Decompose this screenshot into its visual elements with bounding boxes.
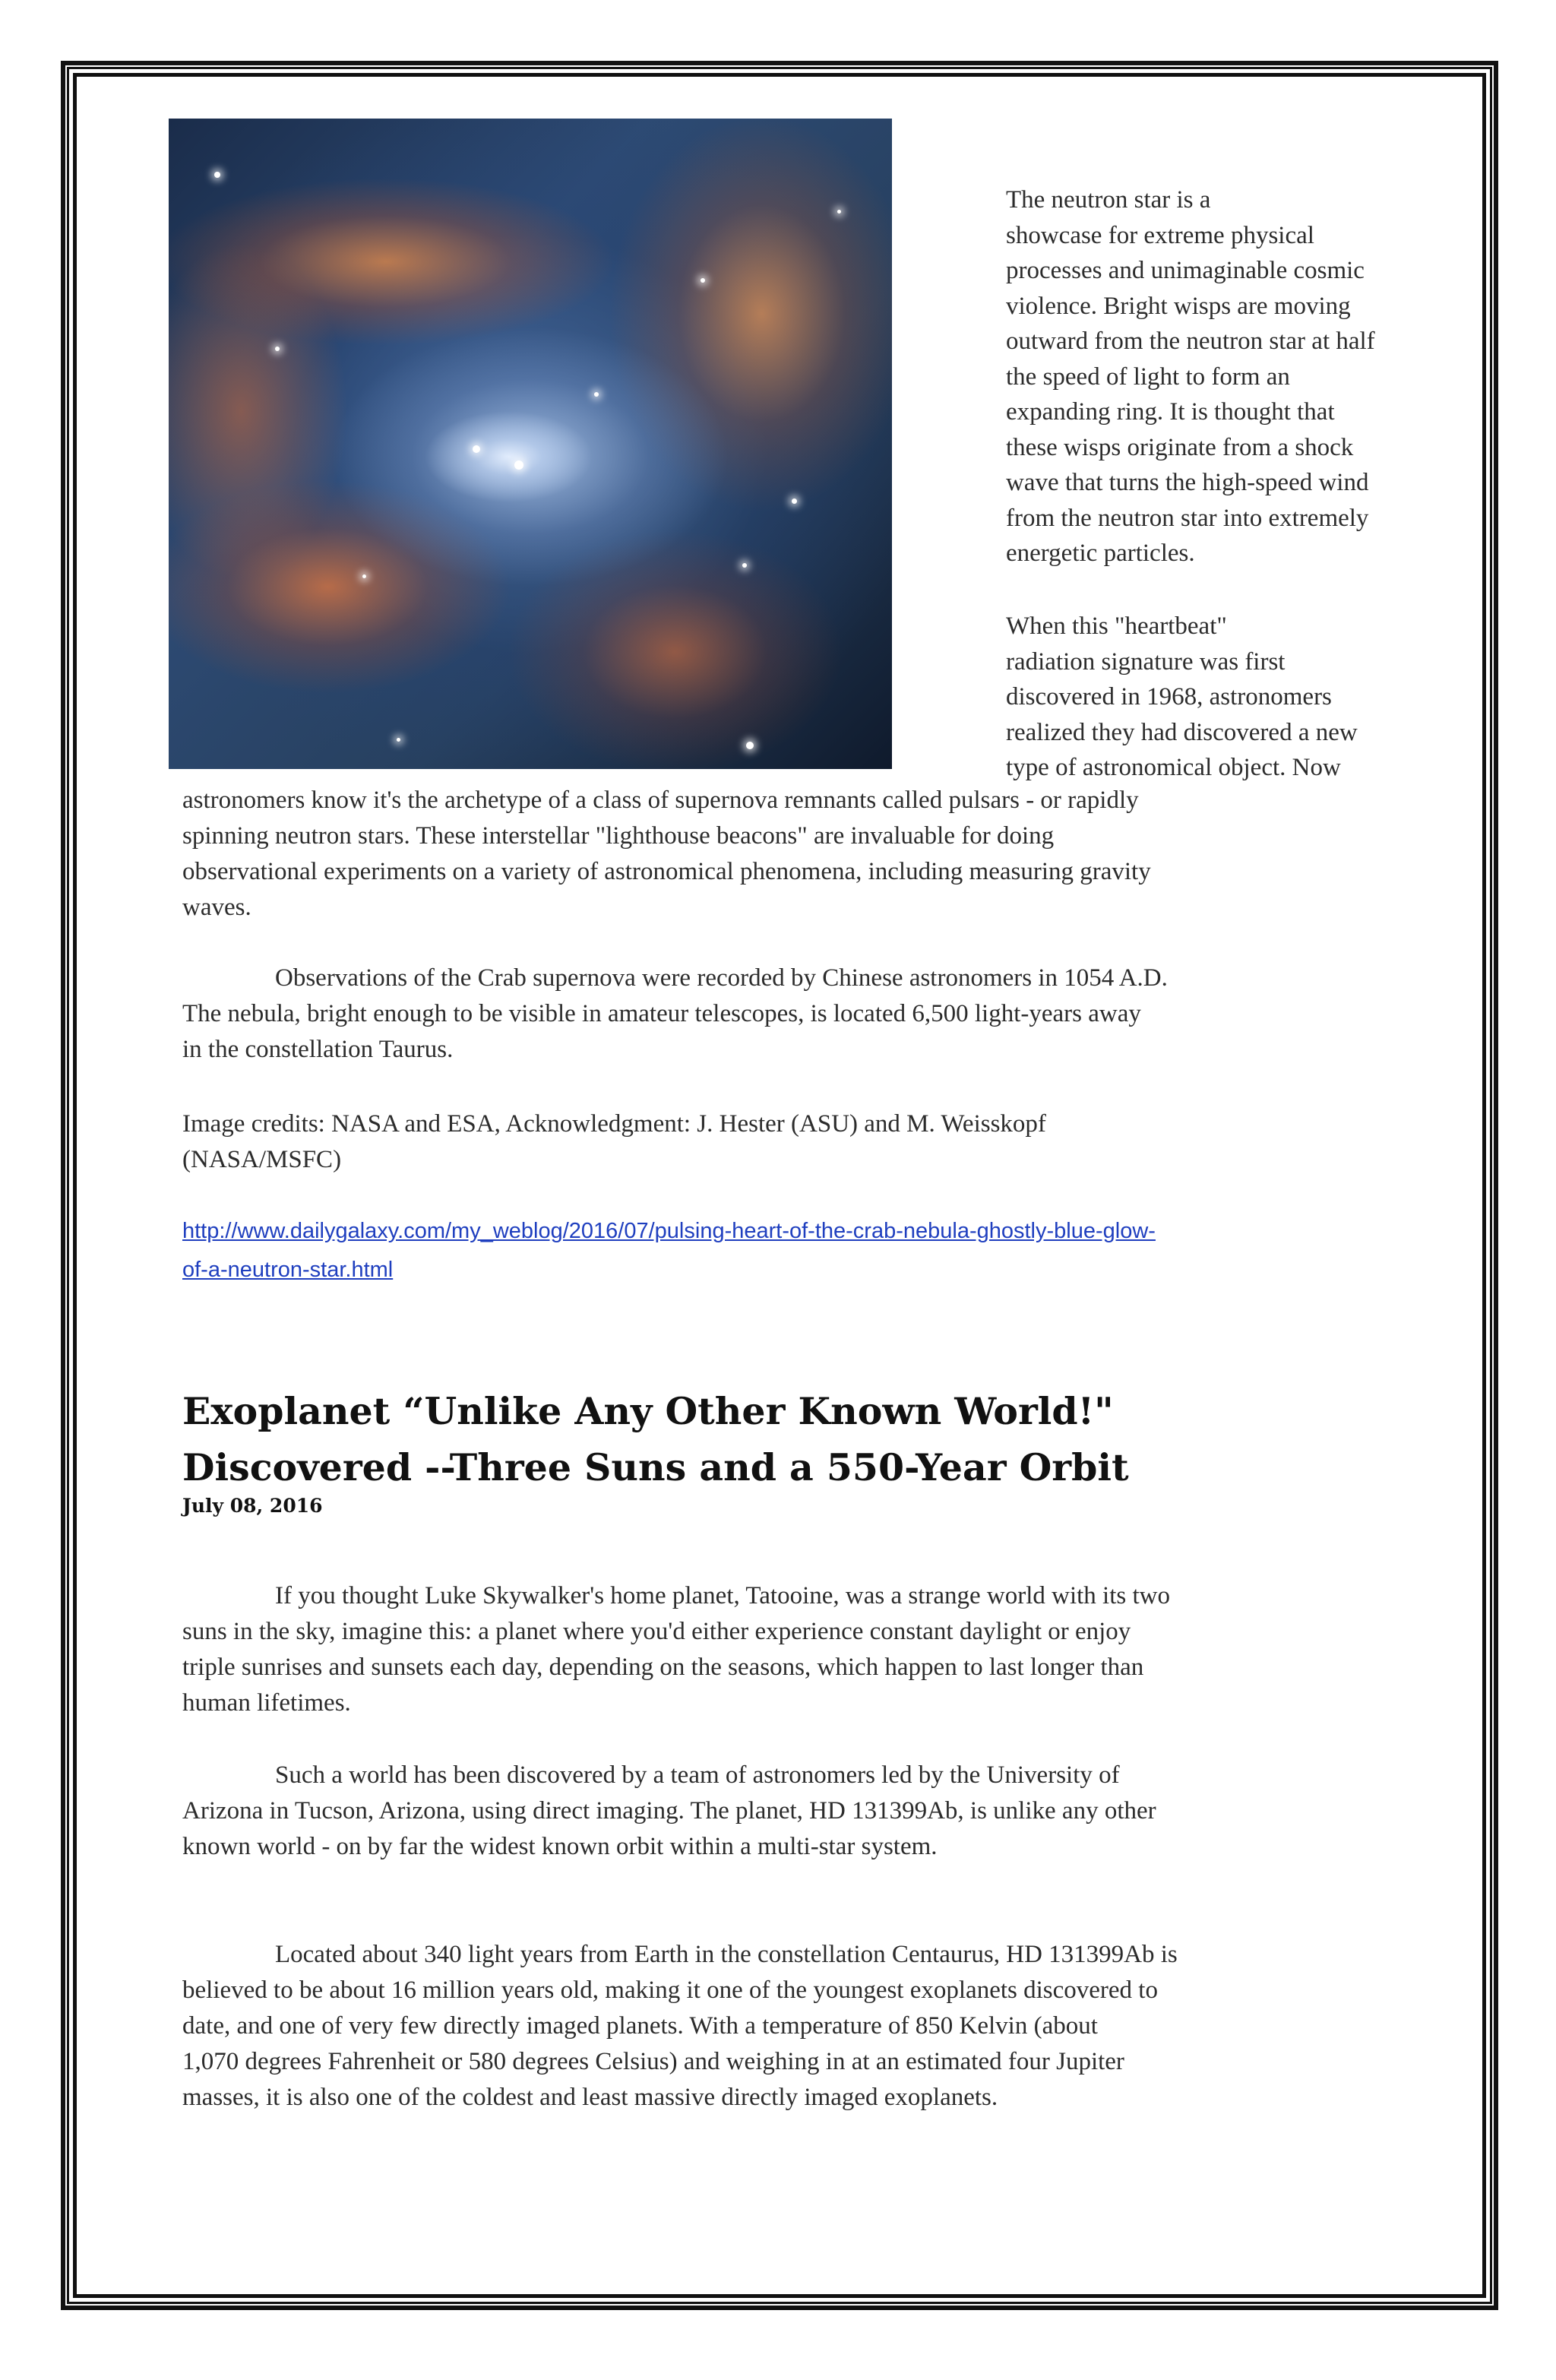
star: [473, 445, 480, 453]
star: [746, 742, 754, 749]
star: [594, 392, 599, 397]
crab-paragraph-line: The nebula, bright enough to be visible in amateur telescopes, is located 6,500 light-years away: [182, 1000, 1141, 1027]
heartbeat-paragraph-line: spinning neutron stars. These interstellar "lighthouse beacons" are invaluable for doing: [182, 822, 1055, 850]
star: [837, 210, 841, 214]
star: [742, 563, 747, 568]
article-date: July 08, 2016: [182, 1495, 323, 1517]
heartbeat-paragraph-line: astronomers know it's the archetype of a class of supernova remnants called pulsars - or rapidly: [182, 786, 1139, 814]
star: [214, 172, 220, 178]
article-headline-line: Exoplanet “Unlike Any Other Known World!": [182, 1389, 1114, 1433]
discovery-paragraph-line: Such a world has been discovered by a team of astronomers led by the University of: [275, 1761, 1120, 1789]
crab-paragraph-line: in the constellation Taurus.: [182, 1036, 454, 1063]
heartbeat-paragraph-line: waves.: [182, 894, 251, 921]
star: [275, 347, 280, 351]
discovery-paragraph-line: known world - on by far the widest known orbit within a multi-star system.: [182, 1833, 938, 1860]
crab-paragraph-line: Observations of the Crab supernova were recorded by Chinese astronomers in 1054 A.D.: [275, 964, 1168, 992]
tatooine-paragraph-line: If you thought Luke Skywalker's home planet, Tatooine, was a strange world with its two: [275, 1582, 1170, 1609]
tatooine-paragraph-line: human lifetimes.: [182, 1689, 351, 1717]
star: [514, 460, 523, 470]
heartbeat-paragraph-side: When this "heartbeat" radiation signature was first discovered in 1968, astronomers realized they had discovered a new type of astronomical object. Now: [1006, 612, 1358, 781]
discovery-paragraph-line: Arizona in Tucson, Arizona, using direct imaging. The planet, HD 131399Ab, is unlike any other: [182, 1797, 1156, 1825]
tatooine-paragraph-line: triple sunrises and sunsets each day, depending on the seasons, which happen to last longer than: [182, 1654, 1144, 1681]
source-link[interactable]: http://www.dailygalaxy.com/my_weblog/2016/07/pulsing-heart-of-the-crab-nebula-ghostly-blue-glow-: [182, 1219, 1156, 1243]
image-credits-line: Image credits: NASA and ESA, Acknowledgment: J. Hester (ASU) and M. Weisskopf: [182, 1110, 1046, 1138]
crab-nebula-image: [169, 119, 892, 769]
star: [701, 278, 705, 283]
location-paragraph-line: date, and one of very few directly imaged planets. With a temperature of 850 Kelvin (about: [182, 2012, 1098, 2040]
star: [397, 738, 400, 742]
location-paragraph-line: masses, it is also one of the coldest and least massive directly imaged exoplanets.: [182, 2084, 998, 2111]
heartbeat-paragraph-line: observational experiments on a variety of astronomical phenomena, including measuring gravity: [182, 858, 1151, 885]
neutron-star-paragraph: The neutron star is a showcase for extreme physical processes and unimaginable cosmic violence. Bright wisps are moving outward from the neutron star at half the speed of light to form an expanding ring. It is thought that these wisps originate from a shock wave that turns the high-speed wind from the neutron star into extremely energetic particles.: [1006, 186, 1375, 567]
source-link[interactable]: of-a-neutron-star.html: [182, 1258, 394, 1282]
location-paragraph-line: 1,070 degrees Fahrenheit or 580 degrees Celsius) and weighing in at an estimated four Jupiter: [182, 2048, 1124, 2075]
star: [792, 498, 797, 504]
location-paragraph-line: Located about 340 light years from Earth in the constellation Centaurus, HD 131399Ab is: [275, 1941, 1178, 1968]
tatooine-paragraph-line: suns in the sky, imagine this: a planet where you'd either experience constant daylight or enjoy: [182, 1618, 1131, 1645]
image-credits-line: (NASA/MSFC): [182, 1146, 342, 1173]
location-paragraph-line: believed to be about 16 million years old, making it one of the youngest exoplanets discovered to: [182, 1976, 1158, 2004]
star: [362, 574, 366, 578]
article-headline-line: Discovered --Three Suns and a 550-Year Orbit: [182, 1445, 1129, 1489]
